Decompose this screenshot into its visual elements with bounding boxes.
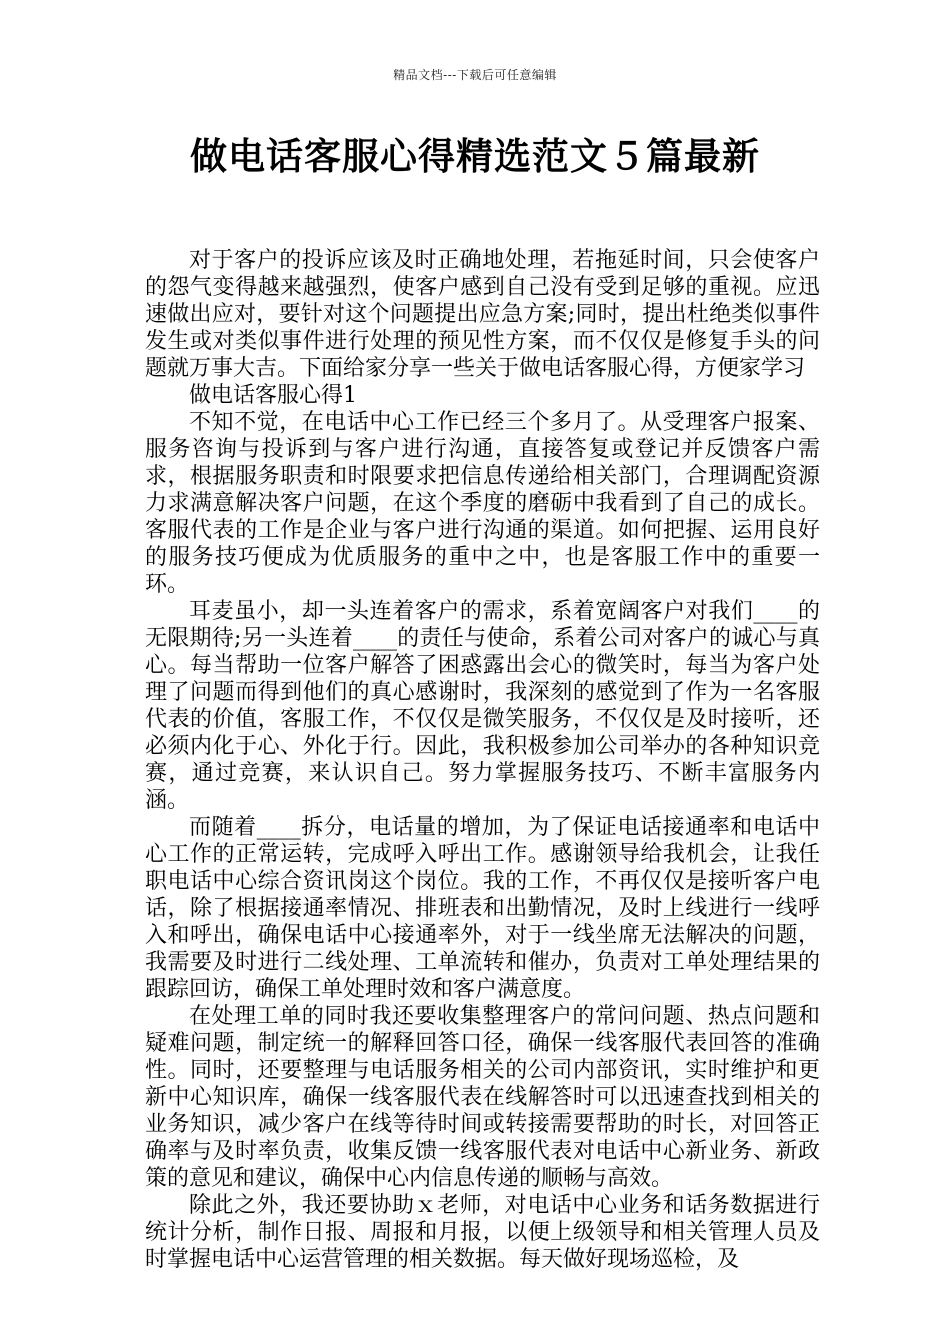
body-paragraph: 而随着____拆分，电话量的增加，为了保证电话接通率和电话中心工作的正常运转，完成呼入呼出工作。感谢领导给我机会，让我任职电话中心综合资讯岗这个岗位。我的工作，不再仅仅是接听客户电话，除了根据接通率情况、排班表和出勤情况，及时上线进行一线呼入和呼出，确保电话中心接通率外，对于一线坐席无法解决的问题，我需要及时进行二线处理、工单流转和催办，负责对工单处理结果的跟踪回访，确保工单处理时效和客户满意度。 — [145, 815, 820, 1002]
body-paragraph: 在处理工单的同时我还要收集整理客户的常问问题、热点问题和疑难问题，制定统一的解释回答口径，确保一线客服代表回答的准确性。同时，还要整理与电话服务相关的公司内部资讯，实时维护和更新中心知识库，确保一线客服代表在线解答时可以迅速查找到相关的业务知识，减少客户在线等待时间或转接需要帮助的时长，对回答正确率与及时率负责，收集反馈一线客服代表对电话中心新业务、新政策的意见和建议，确保中心内信息传递的顺畅与高效。 — [145, 1004, 820, 1191]
header-note: 精品文档---下载后可任意编辑 — [393, 68, 557, 82]
document-title: 做电话客服心得精选范文５篇最新 — [190, 135, 760, 178]
body-paragraph: 除此之外，我还要协助ｘ老师，对电话中心业务和话务数据进行统计分析，制作日报、周报和月报，以便上级领导和相关管理人员及时掌握电话中心运营管理的相关数据。每天做好现场巡检，及 — [145, 1193, 820, 1272]
document-body — [145, 247, 820, 1273]
body-paragraph: 不知不觉，在电话中心工作已经三个多月了。从受理客户报案、服务咨询与投诉到与客户进行沟通，直接答复或登记并反馈客户需求，根据服务职责和时限要求把信息传递给相关部门，合理调配资源力求满意解决客户问题，在这个季度的磨砺中我看到了自己的成长。客服代表的工作是企业与客户进行沟通的渠道。如何把握、运用良好的服务技巧便成为优质服务的重中之中，也是客服工作中的重要一环。 — [145, 410, 820, 597]
body-paragraph: 耳麦虽小，却一头连着客户的需求，系着宽阔客户对我们____的无限期待;另一头连着____的责任与使命，系着公司对客户的诚心与真心。每当帮助一位客户解答了困惑露出会心的微笑时，每当为客户处理了问题而得到他们的真心感谢时，我深刻的感觉到了作为一名客服代表的价值，客服工作，不仅仅是微笑服务，不仅仅是及时接听，还必须内化于心、外化于行。因此，我积极参加公司举办的各种知识竞赛，通过竞赛，来认识自己。努力掌握服务技巧、不断丰富服务内涵。 — [145, 599, 820, 813]
section-heading: 做电话客服心得1 — [189, 383, 357, 408]
intro-paragraph: 对于客户的投诉应该及时正确地处理，若拖延时间，只会使客户的怨气变得越来越强烈，使客户感到自己没有受到足够的重视。应迅速做出应对，要针对这个问题提出应急方案;同时，提出杜绝类似事件发生或对类似事件进行处理的预见性方案，而不仅仅是修复手头的问题就万事大吉。下面给家分享一些关于做电话客服心得，方便家学习 — [145, 248, 820, 381]
